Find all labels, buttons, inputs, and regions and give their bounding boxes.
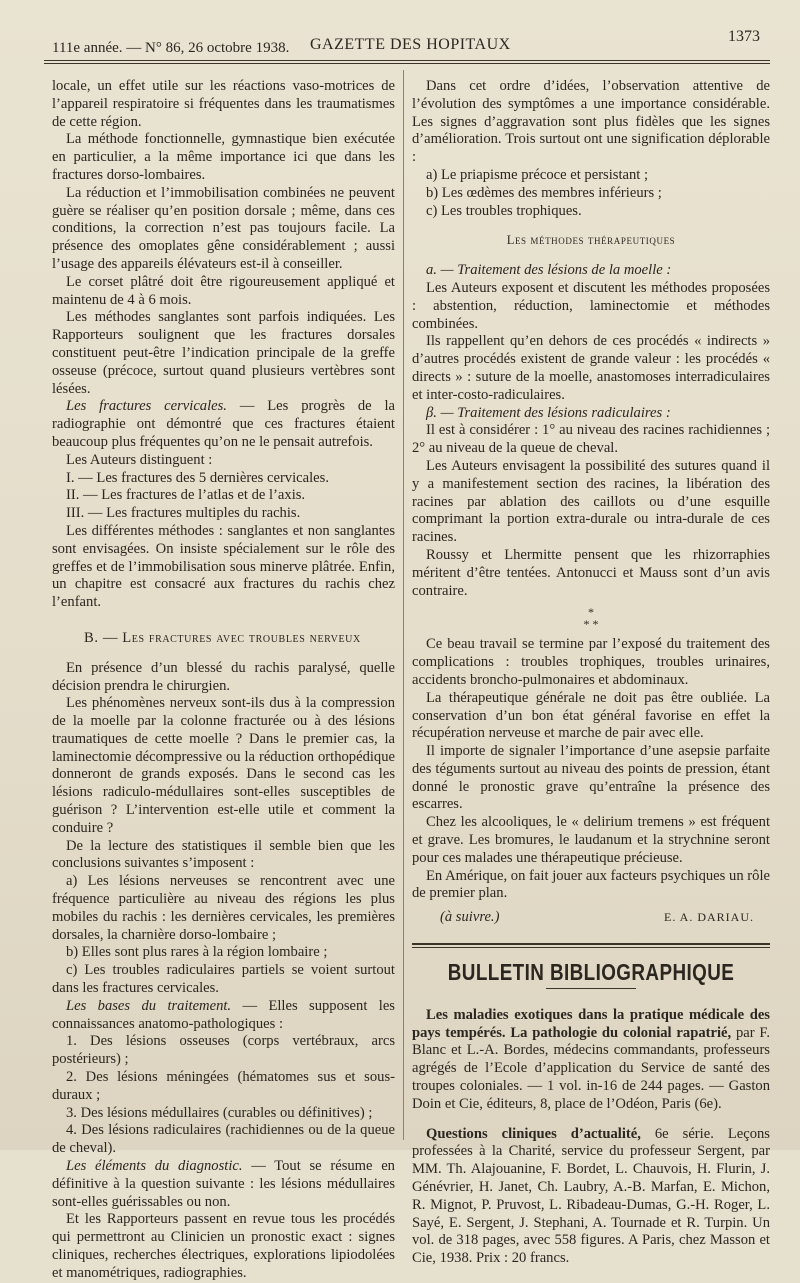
left-column (52, 78, 395, 1283)
paragraph: Et les Rapporteurs passent en revue tous les procédés qui permettront au Clinicien un pronostic exact : signes cliniques, recherches électriques, explorations lipiodolées et manométriques, radiographies. (52, 1211, 395, 1281)
paragraph: locale, un effet utile sur les réactions vaso-motrices de l’appareil respiratoire si fréquentes dans les traumatismes de cette région. (52, 78, 395, 130)
subheading: Les fractures cervicales. (66, 398, 227, 415)
paragraph: Les Auteurs exposent et discutent les méthodes proposées : abstention, réduction, laminectomie et méthodes combinées. (412, 279, 770, 332)
section-rule (412, 943, 770, 945)
list-item: 4. Des lésions radiculaires (rachidiennes ou de la queue de cheval). (52, 1122, 395, 1157)
journal-title: GAZETTE DES HOPITAUX (310, 36, 511, 53)
paragraph: Roussy et Lhermitte pensent que les rhizorraphies méritent d’être tentées. Antonucci et Mauss sont d’un avis contraire. (412, 546, 770, 599)
header-rule (44, 60, 770, 61)
section-separator: * * * (583, 605, 599, 632)
list-item: III. — Les fractures multiples du rachis. (66, 505, 301, 522)
paragraph: Les fractures cervicales. — Les progrès de la radiographie ont démontré que ces fractures étaient beaucoup plus fréquentes qu’on ne le pensait autrefois. (52, 398, 395, 450)
paragraph: La méthode fonctionnelle, gymnastique bien exécutée en particulier, a la même importance ici que dans les fractures dorso-lombaires. (52, 131, 395, 183)
subheading: a. — Traitement des lésions de la moelle : (426, 262, 672, 279)
paragraph: Ils rappellent qu’en dehors de ces procédés « indirects » d’autres procédés existent de grande valeur : les procédés « directs » : suture de la moelle, anastomoses interradiculaires et inter-costo-radiculaires. (412, 333, 770, 403)
subheading: Les éléments du diagnostic. (66, 1158, 243, 1175)
right-column (412, 78, 770, 1268)
paragraph: b) Elles sont plus rares à la région lombaire ; (66, 944, 328, 961)
list-item: c) Les troubles trophiques. (426, 202, 582, 219)
paragraph: Il importe de signaler l’importance d’une asepsie parfaite des téguments surtout au niveau des points de pression, étant donné le pronostic grave qu’entraîne la présence des escarres. (412, 743, 770, 813)
subheading: β. — Traitement des lésions radiculaires : (426, 404, 671, 421)
list-item: a) Le priapisme précoce et persistant ; (426, 166, 649, 183)
list-item: b) Les œdèmes des membres inférieurs ; (426, 184, 662, 201)
paragraph: La thérapeutique générale ne doit pas être oubliée. La conservation d’un bon état général favorise en effet la récupération nerveuse et marche de pair avec elle. (412, 689, 770, 742)
section-heading: Les méthodes thérapeutiques (506, 233, 676, 248)
list-item: 3. Des lésions médullaires (curables ou définitives) ; (66, 1104, 373, 1121)
title-underline (546, 988, 636, 989)
bibliography-entry: Les maladies exotiques dans la pratique médicale des pays tempérés. La pathologie du colonial rapatrié, par F. Blanc et L.-A. Bordes, médecins commandants, professeurs agrégés de l’Ecole d’application du Service de santé des troupes coloniales. — 1 vol. in-16 de 244 pages. — Gaston Doin et Cie, éditeurs, 8, place de l’Odéon, Paris (6e). (412, 1006, 770, 1112)
to-be-continued: (à suivre.) (440, 909, 500, 926)
paragraph: Les bases du traitement. — Elles supposent les connaissances anatomo-pathologiques : (52, 997, 395, 1032)
page-header (52, 28, 768, 62)
paragraph: La réduction et l’immobilisation combinées ne peuvent guère se réaliser qu’en position dorsale ; même, dans ces conditions, la correction n’est pas toujours facile. La présence des omoplates gêne considérablement ; aussi l’usage des appareils élévateurs est-il à conseiller. (52, 184, 395, 272)
paragraph: Dans cet ordre d’idées, l’observation attentive de l’évolution des symptômes a une importance considérable. Les signes d’aggravation sont plus fidèles que les signes d’amélioration. Trois surtout ont une signification déplorable : (412, 78, 770, 166)
paragraph: Les phénomènes nerveux sont-ils dus à la compression de la moelle par la colonne fracturée ou à des lésions traumatiques de cette moelle ? Dans le premier cas, la laminectomie décompressive ou la réduction orthopédique donneront de grands exposés. Dans le second cas les lésions radiculo-médullaires sont-elles susceptibles de guérison ? L’intervention est-elle utile et comment la conduire ? (52, 695, 395, 836)
issue-info: 111e année. — N° 86, 26 octobre 1938. (52, 40, 290, 56)
paragraph: a) Les lésions nerveuses se rencontrent avec une fréquence particulière au niveau des régions les plus mobiles du rachis : les dernières cervicales, les premières dorsales, la charnière dorso-lombaire ; (52, 873, 395, 943)
paragraph: Il est à considérer : 1° au niveau des racines rachidiennes ; 2° au niveau de la queue de cheval. (412, 422, 770, 457)
subheading: Les bases du traitement. (66, 997, 232, 1014)
author-name: E. A. DARIAU. (664, 910, 754, 925)
paragraph: c) Les troubles radiculaires partiels se voient surtout dans les fractures cervicales. (52, 962, 395, 997)
paragraph: Ce beau travail se termine par l’exposé du traitement des complications : troubles trophiques, troubles urinaires, accidents broncho-pulmonaires et abdominaux. (412, 636, 770, 688)
list-item: 2. Des lésions méningées (hématomes sus et sous-duraux ; (52, 1069, 395, 1103)
list-item: I. — Les fractures des 5 dernières cervicales. (66, 469, 329, 486)
paragraph: Les méthodes sanglantes sont parfois indiquées. Les Rapporteurs soulignent que les fractures dorsales constituent peut-être l’indication principale de la greffe osseuse (précoce, surtout quand plusieurs vertèbres sont lésées. (52, 309, 395, 397)
paragraph: Chez les alcooliques, le « delirium tremens » est fréquent et grave. Les bromures, le laudanum et la strychnine seront pour ces malades une thérapeutique précieuse. (412, 814, 770, 866)
bibliography-entry: Questions cliniques d’actualité, 6e série. Leçons professées à la Charité, service du professeur Sergent, par MM. Th. Alajouanine, F. Bordet, L. Chauvois, H. Flurin, J. Génévrier, H. Janet, Ch. Laubry, A.-B. Marfan, E. Michon, R. Mignot, P. Pruvost, L. Ribadeau-Dumas, G.-H. Roger, L. Sayé, E. Sergent, J. Stephani, A. Tournade et R. Turpin. Un vol. de 318 pages, avec 558 figures. A Paris, chez Masson et Cie, 1938. Prix : 20 francs. (412, 1125, 770, 1267)
paragraph: Les différentes méthodes : sanglantes et non sanglantes sont envisagées. On insiste spécialement sur le rôle des greffes et de l’immobilisation sous minerve plâtrée. Enfin, un chapitre est consacré aux fractures du rachis chez l’enfant. (52, 522, 395, 611)
signature-line (412, 909, 770, 927)
paragraph: De la lecture des statistiques il semble bien que les conclusions suivantes s’imposent : (52, 837, 395, 872)
bulletin-title: BULLETIN BIBLIOGRAPHIQUE (447, 959, 735, 986)
section-rule-2 (412, 947, 770, 948)
header-rule-2 (44, 63, 770, 64)
page-number: 1373 (728, 28, 760, 45)
paragraph: Le corset plâtré doit être rigoureusement appliqué et maintenu de 4 à 6 mois. (52, 273, 395, 308)
list-item: 1. Des lésions osseuses (corps vertébraux, arcs postérieurs) ; (52, 1033, 395, 1068)
paragraph: En Amérique, on fait jouer aux facteurs psychiques un rôle de premier plan. (412, 867, 770, 902)
paragraph: Les Auteurs distinguent : (66, 451, 213, 468)
paragraph: Les Auteurs envisagent la possibilité des sutures quand il y a manifestement section des racines, la libération des racines par ablation des caillots ou d’une esquille comprimant la portion extra-durale ou intra-durale de ces racines. (412, 457, 770, 546)
paragraph: Les éléments du diagnostic. — Tout se résume en définitive à la question suivante : les lésions médullaires sont-elles guérissables ou non. (52, 1158, 395, 1210)
list-item: II. — Les fractures de l’atlas et de l’axis. (66, 487, 306, 504)
section-heading: B. — Les fractures avec troubles nerveux (84, 629, 361, 646)
column-divider (403, 70, 404, 1140)
paragraph: En présence d’un blessé du rachis paralysé, quelle décision prendra le chirurgien. (52, 659, 395, 694)
